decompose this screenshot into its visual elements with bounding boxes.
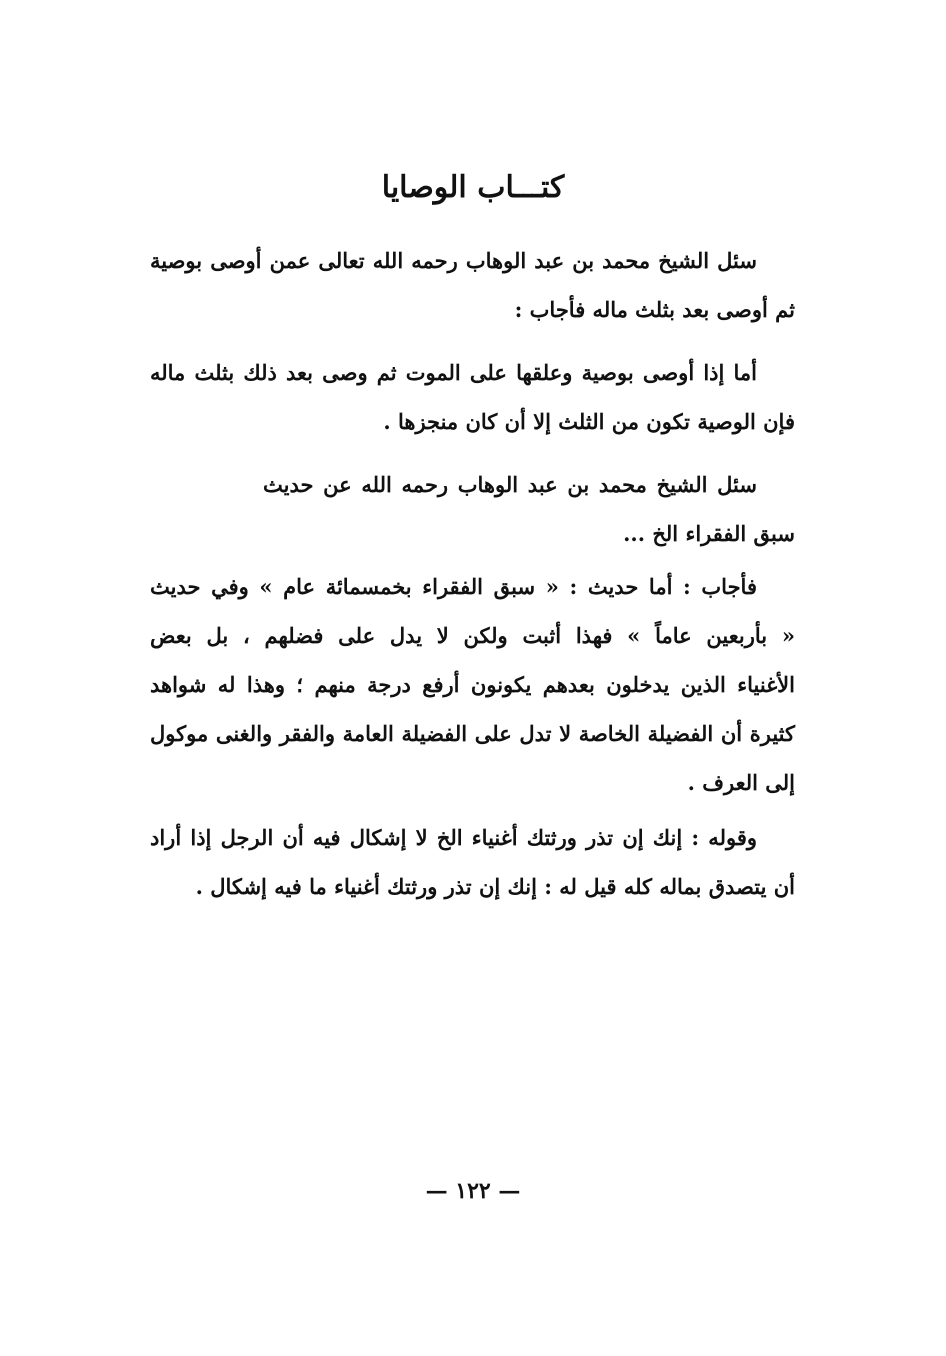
text-line: سئل الشيخ محمد بن عبد الوهاب رحمه الله عن حديث bbox=[263, 472, 757, 497]
text-line: الأغنياء الذين يدخلون بعدهم يكونون أرفع درجة منهم ؛ وهذا له شواهد bbox=[150, 672, 795, 697]
page-number: — ١٢٢ — bbox=[425, 1178, 521, 1204]
text-line: أما إذا أوصى بوصية وعلقها على الموت ثم وصى بعد ذلك بثلث ماله bbox=[150, 360, 757, 385]
text-line: سبق الفقراء الخ ... bbox=[623, 521, 795, 546]
text-line: وقوله : إنك إن تذر ورثتك أغنياء الخ لا إشكال فيه أن الرجل إذا أراد bbox=[150, 825, 757, 850]
answer-paragraph-3 bbox=[150, 813, 795, 911]
text-line: سئل الشيخ محمد بن عبد الوهاب رحمه الله تعالى عمن أوصى بوصية bbox=[150, 248, 757, 273]
text-line: إلى العرف . bbox=[687, 770, 795, 795]
text-line: فأجاب : أما حديث : « سبق الفقراء بخمسمائة عام » وفي حديث bbox=[150, 574, 757, 599]
answer-paragraph-2 bbox=[150, 562, 795, 807]
text-line: كثيرة أن الفضيلة الخاصة لا تدل على الفضيلة العامة والفقر والغنى موكول bbox=[150, 721, 795, 746]
question-paragraph-1 bbox=[150, 236, 795, 334]
text-line: أن يتصدق بماله كله قيل له : إنك إن تذر ورثتك أغنياء ما فيه إشكال . bbox=[195, 874, 795, 899]
text-line: فإن الوصية تكون من الثلث إلا أن كان منجزها . bbox=[383, 409, 795, 434]
question-paragraph-2 bbox=[263, 460, 795, 558]
text-line: ثم أوصى بعد بثلث ماله فأجاب : bbox=[514, 297, 795, 322]
answer-paragraph-1 bbox=[150, 348, 795, 446]
text-line: « بأربعين عاماً » فهذا أثبت ولكن لا يدل على فضلهم ، بل بعض bbox=[150, 623, 795, 648]
chapter-title: كتـــاب الوصايا bbox=[381, 170, 565, 205]
